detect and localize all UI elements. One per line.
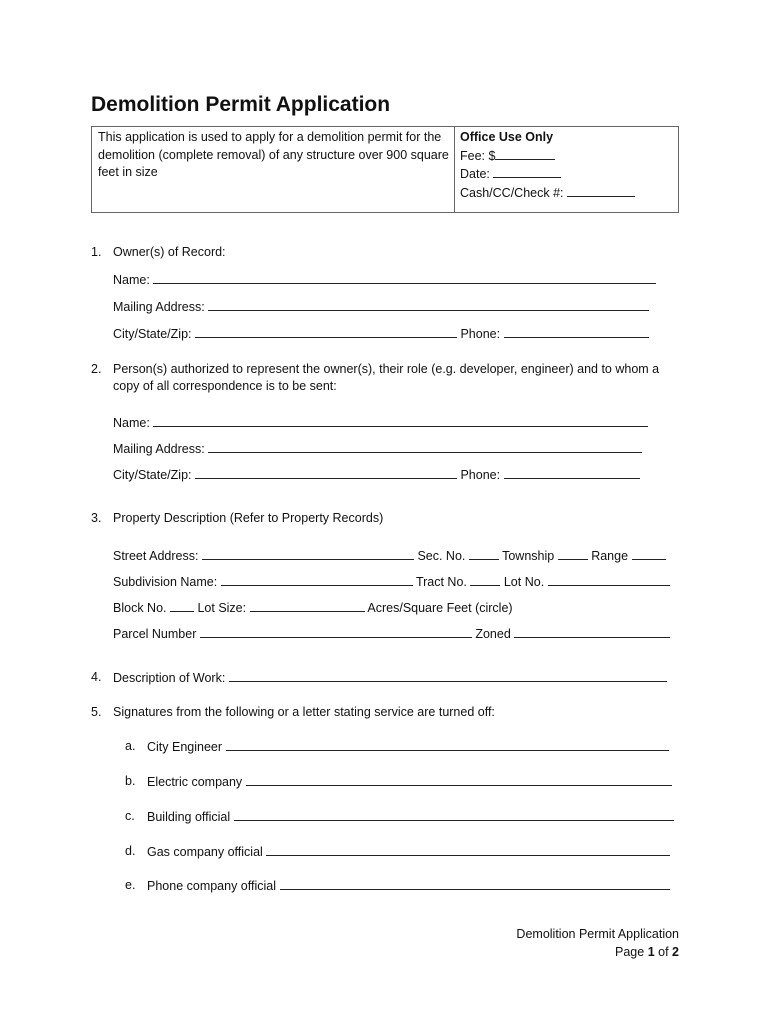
owner-name-label: Name: xyxy=(113,273,150,287)
office-use-block xyxy=(460,129,675,202)
signature-city-engineer-field[interactable] xyxy=(226,738,669,751)
work-description-field[interactable] xyxy=(229,669,667,682)
office-date-label: Date: xyxy=(460,167,490,181)
rep-name-field[interactable] xyxy=(153,414,648,427)
section-1-label: Owner(s) of Record: xyxy=(113,245,226,259)
section-5-label: Signatures from the following or a letter stating service are turned off: xyxy=(113,705,495,719)
tract-no-field[interactable] xyxy=(470,573,500,586)
signature-building-field[interactable] xyxy=(234,808,674,821)
office-use-heading: Office Use Only xyxy=(460,130,554,144)
office-payment-line xyxy=(460,184,675,203)
signature-electric-line xyxy=(147,773,672,790)
section-4-number: 4. xyxy=(91,670,102,684)
rep-mailing-label: Mailing Address: xyxy=(113,442,205,456)
section-2-number: 2. xyxy=(91,362,102,376)
office-date-field[interactable] xyxy=(493,165,561,178)
rep-phone-label: Phone: xyxy=(460,468,501,482)
parcel-number-field[interactable] xyxy=(200,625,472,638)
lot-size-label: Lot Size: xyxy=(197,601,247,615)
office-payment-label: Cash/CC/Check #: xyxy=(460,185,564,200)
rep-city-label: City/State/Zip: xyxy=(113,468,192,482)
owner-phone-field[interactable] xyxy=(504,325,649,338)
owner-city-field[interactable] xyxy=(195,325,457,338)
rep-mailing-line xyxy=(113,440,642,457)
signature-city-engineer-line xyxy=(147,738,669,755)
section-2-label: Person(s) authorized to represent the owner(s), their role (e.g. developer, engineer) and to whom a copy of all correspondence is to be sent: xyxy=(113,362,660,393)
rep-name-label: Name: xyxy=(113,416,150,430)
range-label: Range xyxy=(591,549,629,563)
intro-divider xyxy=(454,127,455,212)
street-address-label: Street Address: xyxy=(113,549,199,563)
rep-name-line xyxy=(113,414,648,431)
rep-phone-field[interactable] xyxy=(504,466,640,479)
parcel-number-label: Parcel Number xyxy=(113,627,197,641)
parcel-line xyxy=(113,625,670,642)
office-fee-field[interactable] xyxy=(495,147,555,160)
sec-no-field[interactable] xyxy=(469,547,499,560)
owner-name-line xyxy=(113,271,656,288)
signature-a-label: City Engineer xyxy=(147,740,223,754)
signature-gas-field[interactable] xyxy=(266,843,670,856)
township-field[interactable] xyxy=(558,547,588,560)
subdivision-line xyxy=(113,573,670,590)
signature-phone-line xyxy=(147,877,670,894)
footer-page-of: of xyxy=(658,945,669,959)
office-date-line xyxy=(460,165,675,184)
signature-b-label: Electric company xyxy=(147,775,243,789)
township-label: Township xyxy=(502,549,555,563)
subdivision-label: Subdivision Name: xyxy=(113,575,218,589)
signature-e-letter: e. xyxy=(125,878,136,892)
zoned-label: Zoned xyxy=(475,627,511,641)
signature-b-letter: b. xyxy=(125,774,136,788)
page-title: Demolition Permit Application xyxy=(91,93,391,116)
signature-c-letter: c. xyxy=(125,809,135,823)
office-fee-label: Fee: $ xyxy=(460,148,496,163)
section-5-number: 5. xyxy=(91,705,102,719)
owner-mailing-field[interactable] xyxy=(208,298,649,311)
owner-mailing-line xyxy=(113,298,649,315)
acres-sqft-label: Acres/Square Feet (circle) xyxy=(367,601,513,615)
tract-no-label: Tract No. xyxy=(415,575,467,589)
office-fee-line xyxy=(460,147,675,166)
work-description-label: Description of Work: xyxy=(113,671,226,685)
signature-d-letter: d. xyxy=(125,844,136,858)
lot-size-field[interactable] xyxy=(250,599,365,612)
footer-page-current: 1 xyxy=(647,945,655,959)
intro-description: This application is used to apply for a demolition permit for the demolition (complete removal) of any structure over 900 square feet in size xyxy=(98,130,449,179)
footer-page-total: 2 xyxy=(672,945,679,959)
lot-no-field[interactable] xyxy=(548,573,670,586)
rep-city-field[interactable] xyxy=(195,466,457,479)
section-1-number: 1. xyxy=(91,245,102,259)
section-3-label: Property Description (Refer to Property Records) xyxy=(113,511,384,525)
signature-phone-field[interactable] xyxy=(280,877,670,890)
lot-no-label: Lot No. xyxy=(503,575,545,589)
signature-c-label: Building official xyxy=(147,810,231,824)
owner-phone-label: Phone: xyxy=(460,327,501,341)
rep-mailing-field[interactable] xyxy=(208,440,642,453)
footer-page-prefix: Page xyxy=(615,945,645,959)
footer-title: Demolition Permit Application xyxy=(516,927,679,941)
street-address-field[interactable] xyxy=(202,547,414,560)
owner-city-line xyxy=(113,325,649,342)
owner-mailing-label: Mailing Address: xyxy=(113,300,205,314)
range-field[interactable] xyxy=(632,547,666,560)
signature-building-line xyxy=(147,808,674,825)
street-address-line xyxy=(113,547,666,564)
signature-d-label: Gas company official xyxy=(147,845,263,859)
block-no-label: Block No. xyxy=(113,601,167,615)
block-line xyxy=(113,599,513,616)
signature-e-label: Phone company official xyxy=(147,879,277,893)
intro-box xyxy=(91,126,679,213)
owner-name-field[interactable] xyxy=(153,271,656,284)
zoned-field[interactable] xyxy=(514,625,670,638)
signature-gas-line xyxy=(147,843,670,860)
sec-no-label: Sec. No. xyxy=(417,549,466,563)
office-payment-field[interactable] xyxy=(567,184,635,197)
footer-page-number xyxy=(615,944,679,961)
owner-city-label: City/State/Zip: xyxy=(113,327,192,341)
block-no-field[interactable] xyxy=(170,599,194,612)
work-description-line xyxy=(113,669,667,686)
subdivision-field[interactable] xyxy=(221,573,413,586)
rep-city-line xyxy=(113,466,640,483)
section-3-number: 3. xyxy=(91,511,102,525)
signature-a-letter: a. xyxy=(125,739,136,753)
signature-electric-field[interactable] xyxy=(246,773,672,786)
